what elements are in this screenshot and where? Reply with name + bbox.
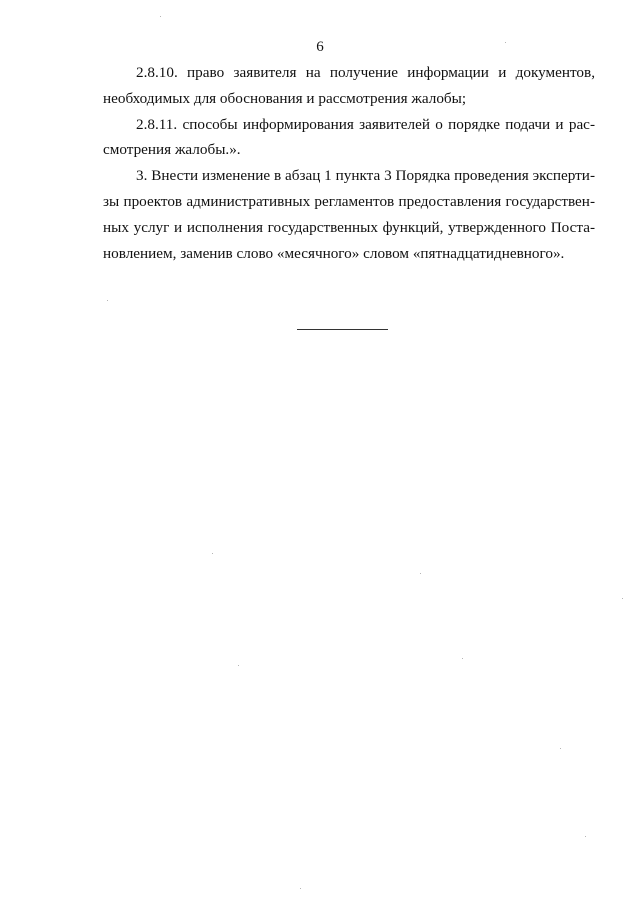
page-number: 6	[316, 39, 324, 55]
end-divider	[297, 329, 388, 330]
scan-speck	[622, 598, 623, 599]
paragraph-3: 3. Внести изменение в абзац 1 пункта 3 Порядка проведения экспертизы проектов административных регламентов предоставления государственных услуг и исполнения государственных функций, утвержденного Постановлением, заменив слово «месячного» словом «пятнадцатидневного».	[103, 167, 595, 262]
document-body	[103, 60, 595, 266]
paragraph-2-8-10: 2.8.10. право заявителя на получение информации и документов, необходимых для обоснования и рассмотрения жалобы;	[103, 64, 595, 107]
scan-speck	[560, 748, 561, 749]
scan-speck	[505, 42, 506, 43]
scan-speck	[300, 888, 301, 889]
scan-speck	[420, 573, 421, 574]
scan-speck	[238, 665, 239, 666]
scan-speck	[462, 658, 463, 659]
paragraph-2-8-11: 2.8.11. способы информирования заявителей о порядке подачи и рассмотрения жалобы.».	[103, 115, 595, 159]
scan-speck	[585, 836, 586, 837]
scan-speck	[160, 16, 161, 17]
scan-speck	[107, 300, 108, 301]
scan-speck	[212, 553, 213, 554]
